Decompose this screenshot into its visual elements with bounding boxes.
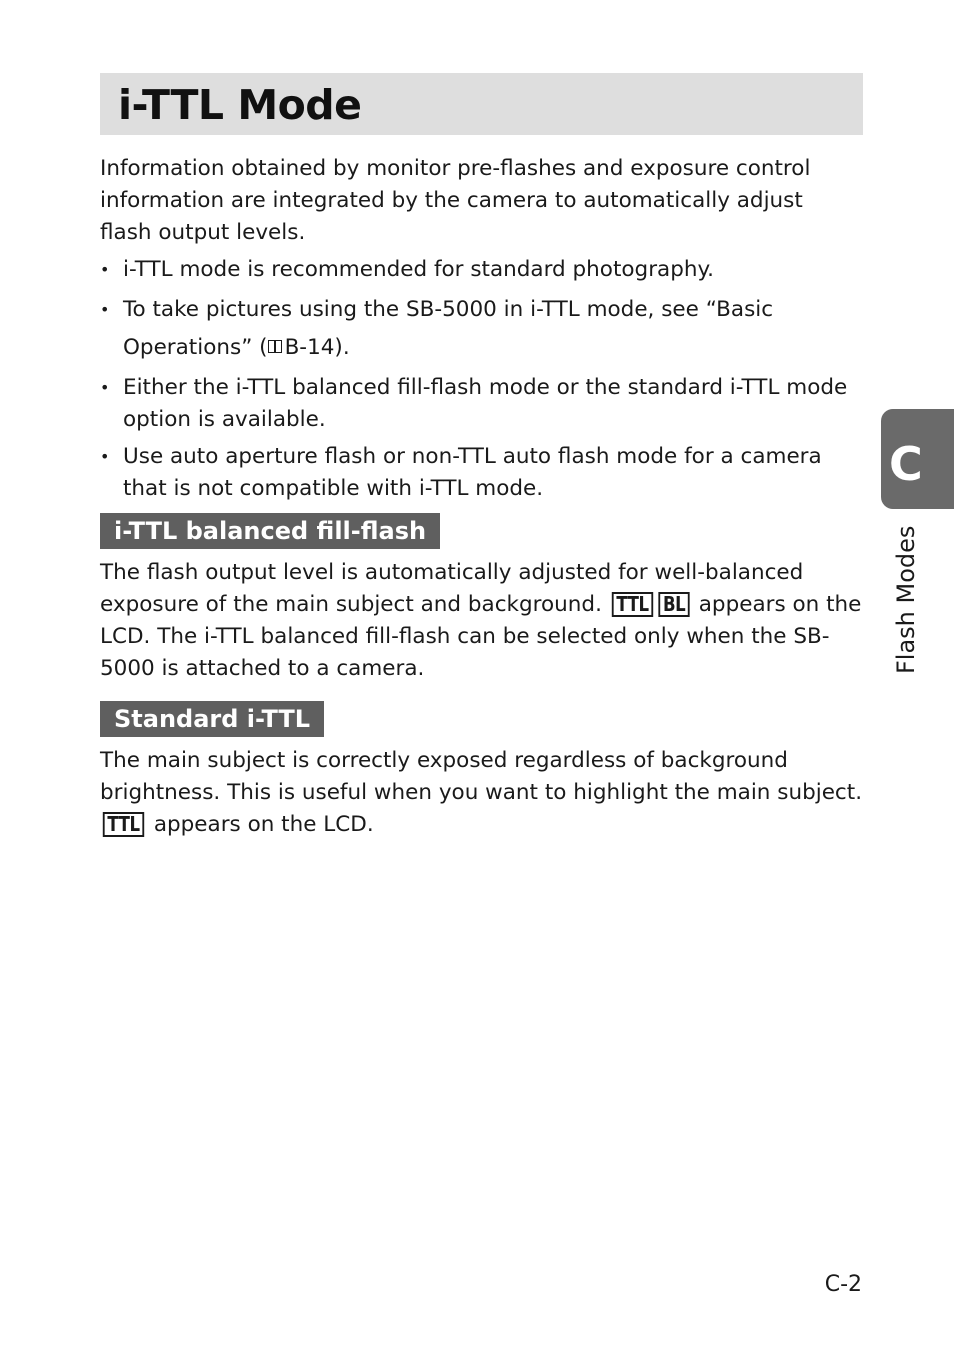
chapter-letter: C [889, 437, 923, 491]
section-paragraph-balanced-fill-flash [100, 557, 865, 685]
bullet-text: Use auto aperture flash or non-TTL auto flash mode for a camera that is not compatible with i-TTL mode. [123, 444, 822, 501]
list-item [100, 441, 865, 505]
paragraph-text: appears on the LCD. The i-TTL balanced fill-flash can be selected only when the SB-5000 is attached to a camera. [100, 592, 862, 681]
section-paragraph-standard-ittl [100, 745, 865, 841]
list-item [100, 372, 865, 436]
section-heading-balanced-fill-flash: i-TTL balanced fill-flash [100, 513, 440, 549]
list-item [100, 254, 865, 286]
bullet-text: Either the i-TTL balanced fill-flash mode or the standard i-TTL mode option is available. [123, 375, 848, 432]
page-reference-link[interactable]: B-14). [284, 335, 350, 360]
ttl-lcd-icon: TTL [103, 812, 144, 837]
list-item [100, 291, 865, 367]
section-heading-standard-ittl: Standard i-TTL [100, 701, 324, 737]
intro-paragraph: Information obtained by monitor pre-flashes and exposure control information are integrated by the camera to automatically adjust flash output levels. [100, 156, 811, 245]
bullet-text: i-TTL mode is recommended for standard photography. [123, 257, 714, 282]
book-icon [268, 340, 285, 355]
paragraph-text: The main subject is correctly exposed regardless of background brightness. This is useful when you want to highlight the main subject. [100, 748, 863, 805]
bullet-list [100, 254, 865, 510]
page-number: C-2 [824, 1272, 862, 1297]
paragraph-text: appears on the LCD. [146, 812, 374, 837]
chapter-tab [881, 409, 954, 509]
chapter-name-label: Flash Modes [892, 525, 920, 674]
bullet-text: To take pictures using the SB-5000 in i-TTL mode, see “Basic Operations” ( [123, 297, 774, 360]
paragraph-text: The flash output level is automatically adjusted for well-balanced exposure of the main subject and background. [100, 560, 804, 617]
ttl-lcd-icon: TTL [612, 592, 653, 617]
bl-lcd-icon: BL [658, 592, 689, 617]
page-title: i-TTL Mode [118, 81, 362, 129]
title-bar [100, 73, 863, 135]
